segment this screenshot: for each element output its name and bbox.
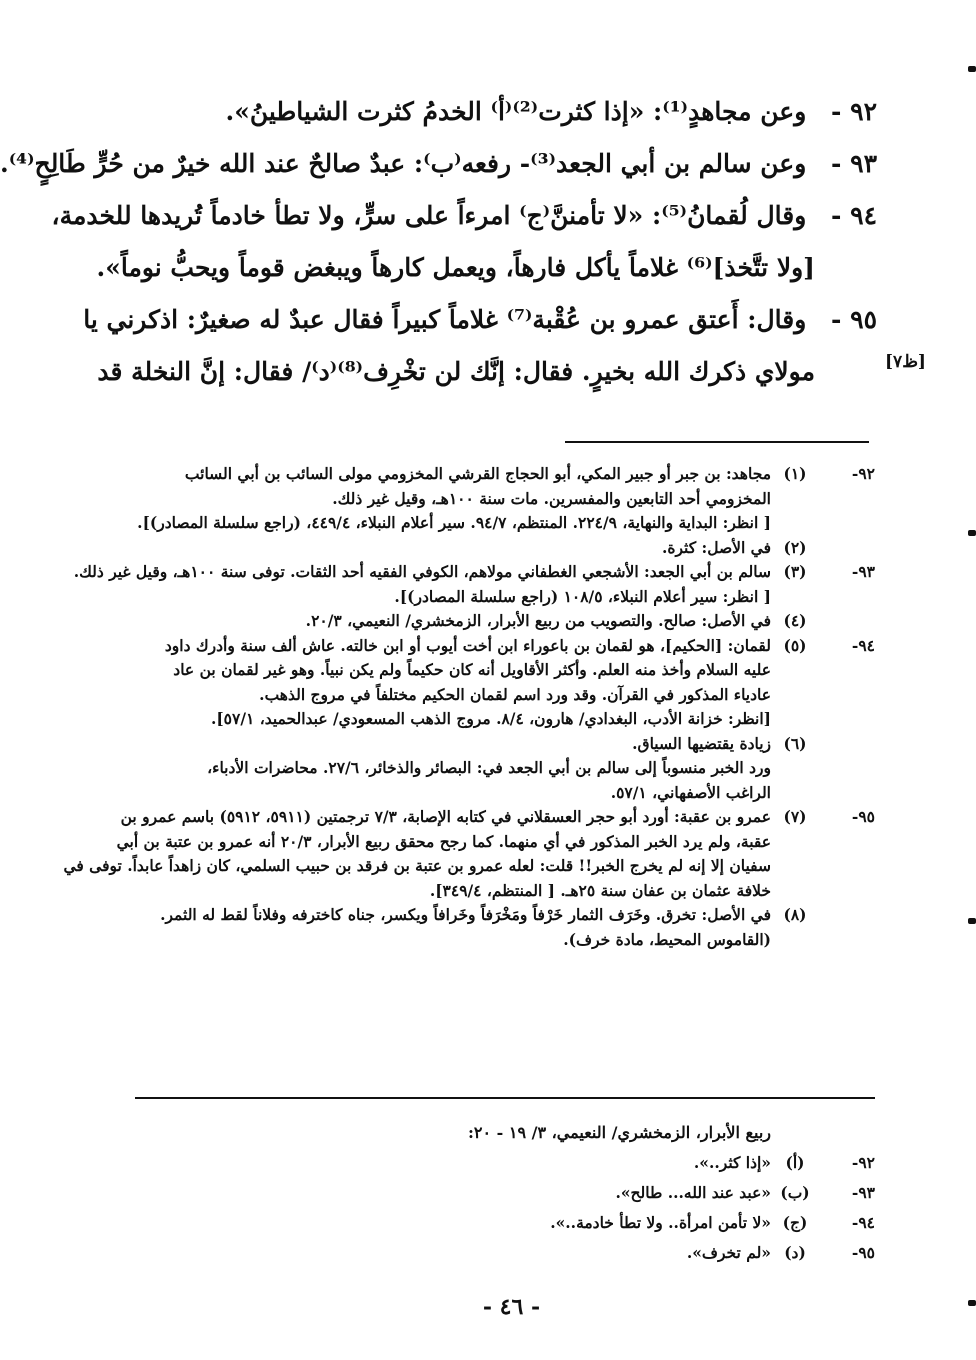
line-text: وقال لُقمانُ⁽⁵⁾: «لا تأمننَّ⁽ج⁾ امرءاً على سرٍّ، ولا تطأ خادماً تُريدها للخدمة، [51,201,807,230]
footnote [127,903,875,952]
footnote-group: ٩٤- [851,635,875,655]
text-line [97,346,877,398]
text-line [117,86,877,138]
variant-group: ٩٤- [851,1213,875,1232]
footnote-line: عمرو بن عقبة: أورد أبو حجر العسقلاني في كتابه الإصابة، ٧/٣ ترجمتين (٥٩١١، ٥٩١٢) باسم عمرو بن [120,807,771,826]
footnote-line: سالم بن أبي الجعد: الأشجعي الغطفاني مولاهم، الكوفي الفقيه أحد الثقات. توفى سنة ١٠٠هـ، وقيل غير ذلك. [73,562,771,581]
line-text: وعن مجاهدٍ⁽¹⁾: «إذا كثرت⁽²⁾⁽أ⁾ الخدمُ كثرت الشياطينُ». [225,97,807,126]
variant-row [127,1208,875,1238]
footnote-line: الراغب الأصفهاني، ٥٧/١. [610,782,771,802]
footnote-line: [انظر: خزانة الأدب، البغدادي/ هارون، ٨/٤. مروج الذهب المسعودي/ عبدالحميد، ٥٧/١]. [210,709,771,728]
footnote-line: عليه السلام وأخذ منه العلم. وأكثر الأقاويل أنه كان حكيماً ولم يكن نبياً. وهو غير لقمان بن عاد [173,660,771,679]
variants-source: ربيع الأبرار، الزمخشري/ النعيمي، ٣/ ١٩ - ٢٠: [467,1123,771,1142]
scan-edge-mark [968,918,976,924]
variant-row [127,1178,875,1208]
footnote-group [819,732,875,806]
footnote-line: سفيان إلا إنه لم يخرج الخبر!! قلت: لعله عمرو بن عتبة بن فرقد بن حبيب السلمي، كان زاهداً عابداً. توفى في [63,856,771,875]
footnote-group: ٩٣- [851,562,875,581]
footnote-line: زيادة يقتضيها السياق. [632,733,771,753]
variant-letter: (ج) [782,1213,808,1232]
footnote-line: (القاموس المحيط، مادة خرف). [563,929,771,949]
footnote-group: ٩٥- [851,807,875,826]
main-text [0,86,877,398]
variant-text: «عبد عند الله... طالح». [615,1183,771,1202]
footnote-line: في الأصل: صالح. والتصويب من ربيع الأبرار، الزمخشري/ النعيمي، ٢٠/٣. [305,611,771,630]
footnote-number: (٤) [783,611,807,630]
item-number: ٩٣ - [831,149,877,178]
variant-row [127,1148,875,1178]
footnote-number: (٨) [783,905,807,924]
footnote-separator [565,441,869,443]
text-line [51,190,877,242]
footnote-line: في الأصل: تخرق. وخَرَف الثمار خَرْفاً ومَخْرَفاً وخَرافاً ويكسر، جناه كاخترفه وفلاناً لقط له الثمر. [160,905,771,924]
footnote-number: (٥) [783,635,807,655]
footnote-line: في الأصل: كثرة. [661,537,771,557]
variant-text: «إذا كثر..». [693,1153,771,1172]
footnote-group [819,903,875,952]
scan-edge-mark [968,1300,976,1306]
footnote-number: (٧) [783,807,807,826]
line-text: [ولا تتَّخذ]⁽⁶⁾ غلاماً يأكل فارهاً، ويعمل كارهاً ويبغض قوماً ويحبُّ نوماً». [96,253,815,282]
footnotes [63,462,875,952]
footnote-line: لقمان: [الحكيم]، هو لقمان بن باعوراء ابن أخت أيوب أو ابن خالته. عاش ألف سنة وأدرك داود [164,635,771,655]
text-line [83,294,877,346]
footnote-group [819,609,875,634]
footnote-number: (٢) [783,537,807,557]
footnote-number: (١) [783,464,807,483]
footnote-line: [ انظر: البداية والنهاية، ٢٢٤/٩. المنتظم، ٩٤/٧. سير أعلام النبلاء، ٤٤٩/٤، (راجع سلسلة المصادر)]. [137,513,771,532]
line-text: وقال: أَعتق عمرو بن عُقْبة⁽⁷⁾ غلاماً كبيراً فقال عبدٌ له صغيرٌ: اذكرني يا [83,305,807,334]
text-line [96,242,877,294]
footnote-line: عقبة، ولم يرد الخبر المذكور في أي منهما. كما رجح محقق ربيع الأبرار، ٢٠/٣ أنه عمرو بن عتبة بن أبي [116,831,771,851]
scan-edge-mark [968,66,976,72]
line-text: وعن سالم بن أبي الجعد⁽³⁾- رفعه⁽ب⁾: عبدٌ صالحٌ عند الله خيرٌ من حُرٍّ طَالِحٍ⁽⁴⁾. [0,149,807,178]
scan-edge-mark [968,530,976,536]
footnote [127,732,875,806]
variant-letter: (د) [784,1243,806,1262]
variant-letter: (أ) [785,1153,805,1172]
line-text: مولاي ذكرك الله بخيرٍ. فقال: إنَّك لن تخْرِف⁽⁸⁾⁽د⁾/ فقال: إنَّ النخلة قد [97,357,815,386]
footnote-line: [ انظر: سير أعلام النبلاء، ١٠٨/٥ (راجع سلسلة المصادر)]. [394,586,771,606]
footnote-number: (٦) [783,733,807,753]
variant-readings [127,1118,875,1268]
variant-letter: (ب) [780,1183,810,1202]
footnote [127,634,875,732]
footnote-group [819,536,875,561]
item-number: ٩٤ - [831,201,877,230]
footnote-number: (٣) [783,562,807,581]
footnote-group: ٩٢- [851,464,875,483]
item-number: ٩٥ - [831,305,877,334]
text-line [0,138,877,190]
footnote [127,609,875,634]
variants-separator [135,1097,875,1099]
variant-group: ٩٣- [851,1183,875,1202]
variant-row [127,1238,875,1268]
manuscript-folio-marker: [ظ٧] [885,352,926,372]
footnote [127,536,875,561]
footnote [127,462,875,536]
item-number: ٩٢ - [831,97,877,126]
footnote [73,560,875,609]
variant-text: «لا تأمن امرأة.. ولا تطأ خادمة..». [550,1213,771,1232]
footnote-line: المخزومي أحد التابعين والمفسرين. مات سنة ١٠٠هـ، وقيل غير ذلك. [332,488,771,508]
footnote [63,805,875,903]
footnote-line: عادياء المذكور في القرآن. وقد ورد اسم لقمان الحكيم مختلفاً في مروج الذهب. [259,684,771,704]
footnote-line: خلافة عثمان بن عفان سنة ٢٥هـ. [ المنتظم، ٣٤٩/٤]. [429,880,771,900]
variant-group: ٩٥- [851,1243,875,1262]
footnote-line: ورد الخبر منسوباً إلى سالم بن أبي الجعد في: البصائر والذخائر، ٢٧/٦. محاضرات الأدباء، [207,758,771,777]
variant-group: ٩٢- [851,1153,875,1172]
variant-text: «لم تخرف». [686,1243,771,1262]
page-number: - ٤٦ - [482,1294,541,1320]
footnote-line: مجاهد: بن جبر أو جبير المكي، أبو الحجاج القرشي المخزومي مولى السائب بن أبي السائب [184,464,771,483]
